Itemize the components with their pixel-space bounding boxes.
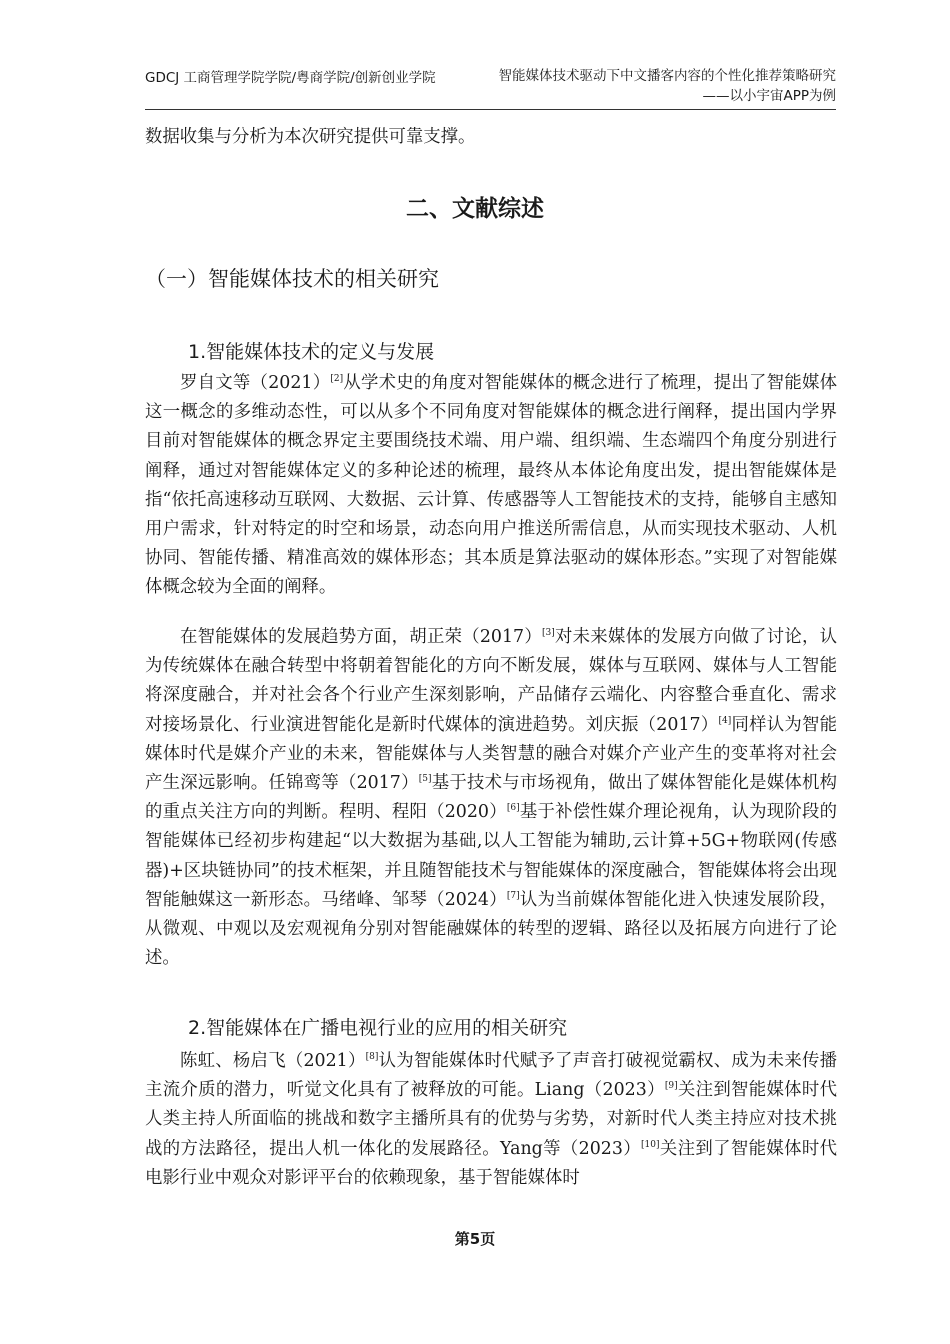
running-header-title-line2: ——以小宇宙APP为例: [702, 88, 836, 104]
page-number: 第5页: [454, 1230, 496, 1248]
text-run: 基于技术与市场视角，做出了媒体智能化是媒体机构的重点关注方向的判断。程明、程阳（2020）: [145, 773, 837, 823]
heading-definition-development: 1.智能媒体技术的定义与发展: [188, 341, 435, 363]
paragraph-definition: [145, 369, 837, 603]
citation-ref: [7]: [506, 891, 520, 902]
text-run: 在智能媒体的发展趋势方面，胡正荣（2017）: [180, 627, 543, 647]
section-title: 二、文献综述: [406, 196, 544, 222]
text-run: 罗自文等（2021）: [180, 373, 331, 393]
text-run: 同样认为智能媒体时代是媒介产业的未来，智能媒体与人类智慧的融合对媒介产业产生的变革将对社会产生深远影响。任锦鸾等（2017）: [145, 714, 837, 794]
citation-ref: [8]: [365, 1052, 379, 1063]
text-run: 基于补偿性媒介理论视角，认为现阶段的智能媒体已经初步构建起“以大数据为基础,以人工智能为辅助,云计算+5G+物联网(传感器)+区块链协同”的技术框架，并且随智能技术与智能媒体的深度融合，智能媒体将会出现智能触媒这一新形态。马绪峰、邹琴（2024）: [145, 802, 837, 910]
header-divider: [145, 109, 836, 110]
text-run: 关注到了智能媒体时代电影行业中观众对影评平台的依赖现象，基于智能媒体时: [145, 1138, 837, 1188]
text-run: 对未来媒体的发展方向做了讨论，认为传统媒体在融合转型中将朝着智能化的方向不断发展，媒体与互联网、媒体与人工智能将深度融合，并对社会各个行业产生深刻影响，产品储存云端化、内容整合垂直化、需求对接场景化、行业演进智能化是新时代媒体的演进趋势。刘庆振（2017）: [145, 627, 837, 735]
text-run: 认为当前媒体智能化进入快速发展阶段，从微观、中观以及宏观视角分别对智能融媒体的转型的逻辑、路径以及拓展方向进行了论述。: [145, 889, 837, 969]
intro-line: 数据收集与分析为本次研究提供可靠支撑。: [145, 127, 476, 147]
citation-ref: [3]: [542, 628, 555, 639]
citation-ref: [9]: [664, 1081, 678, 1092]
text-run: 认为智能媒体时代赋予了声音打破视觉霸权、成为未来传播主流介质的潜力，听觉文化具有了被释放的可能。Liang（2023）: [145, 1051, 837, 1101]
paragraph-broadcast: [145, 1047, 837, 1193]
paragraph-trends: [145, 623, 837, 973]
citation-ref: [10]: [641, 1139, 660, 1150]
subsection-title: （一）智能媒体技术的相关研究: [145, 267, 439, 291]
citation-ref: [5]: [418, 774, 432, 785]
text-run: 陈虹、杨启飞（2021）: [180, 1051, 366, 1071]
running-header-title-line1: 智能媒体技术驱动下中文播客内容的个性化推荐策略研究: [498, 68, 836, 84]
running-header-institution: GDCJ 工商管理学院学院/粤商学院/创新创业学院: [145, 70, 436, 86]
running-header-title: [499, 66, 837, 106]
citation-ref: [6]: [506, 803, 520, 814]
citation-ref: [2]: [330, 374, 344, 385]
text-run: 从学术史的角度对智能媒体的概念进行了梳理，提出了智能媒体这一概念的多维动态性，可以从多个不同角度对智能媒体的概念进行阐释，提出国内学界目前对智能媒体的概念界定主要围绕技术端、用户端、组织端、生态端四个角度分别进行阐释，通过对智能媒体定义的多种论述的梳理，最终从本体论角度出发，提出智能媒体是指“依托高速移动互联网、大数据、云计算、传感器等人工智能技术的支持，能够自主感知用户需求，针对特定的时空和场景，动态向用户推送所需信息，从而实现技术驱动、人机协同、智能传播、精准高效的媒体形态；其本质是算法驱动的媒体形态。”实现了对智能媒体概念较为全面的阐释。: [145, 373, 837, 598]
citation-ref: [4]: [718, 715, 732, 726]
heading-broadcast-application: 2.智能媒体在广播电视行业的应用的相关研究: [188, 1017, 568, 1039]
text-run: 关注到智能媒体时代人类主持人所面临的挑战和数字主播所具有的优势与劣势，对新时代人类主持应对技术挑战的方法路径，提出人机一体化的发展路径。Yang等（2023）: [145, 1080, 837, 1159]
